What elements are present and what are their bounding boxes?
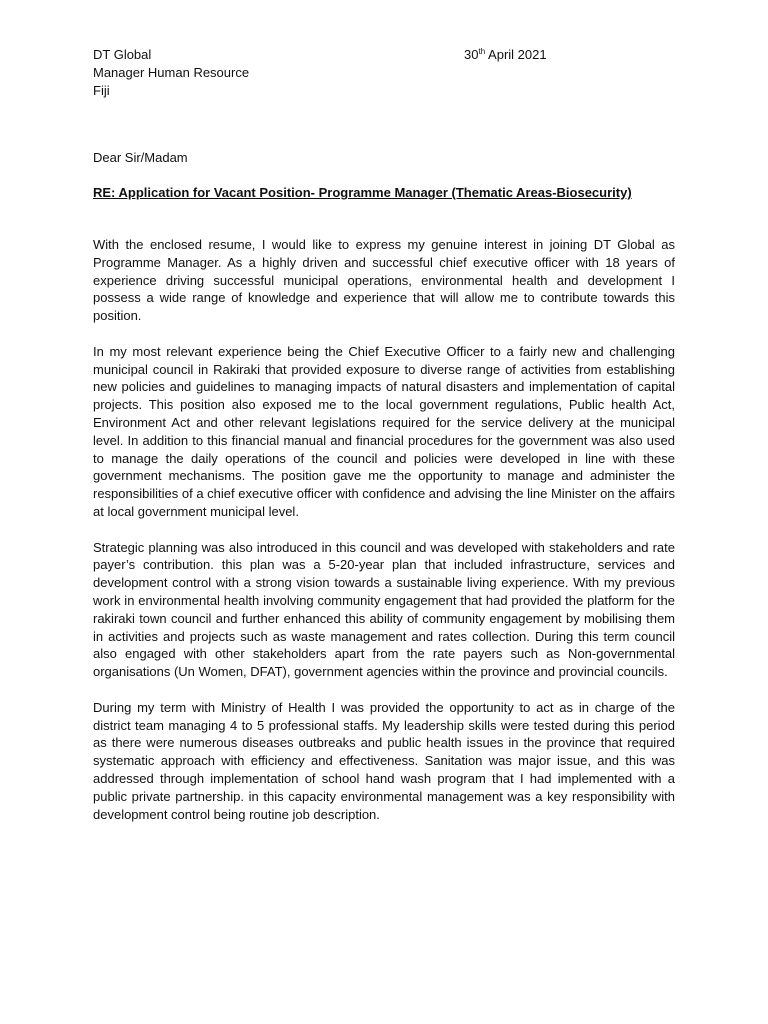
letter-date [464, 46, 547, 64]
recipient-address [93, 46, 675, 100]
date-suffix: th [478, 47, 486, 56]
salutation: Dear Sir/Madam [93, 150, 188, 165]
date-day: 30 [464, 47, 479, 62]
body-paragraph: In my most relevant experience being the Chief Executive Officer to a fairly new and challenging municipal council in Rakiraki that provided exposure to diverse range of activities from establishing new policies and guidelines to managing impacts of natural disasters and implementation of capital projects. This position also exposed me to the local government regulations, Public health Act, Environment Act and other relevant legislations required for the service delivery at the municipal level. In addition to this financial manual and financial procedures for the government was also used to manage the daily operations of the council and policies were developed in line with these government mechanisms. The position gave me the opportunity to manage and administer the responsibilities of a chief executive officer with confidence and advising the line Minister on the affairs at local government municipal level. [93, 343, 675, 519]
recipient-title: Manager Human Resource [93, 65, 250, 80]
recipient-org: DT Global [93, 47, 152, 62]
body-paragraph: During my term with Ministry of Health I was provided the opportunity to act as in charge of the district team managing 4 to 5 professional staffs. My leadership skills were tested during this period as there were numerous diseases outbreaks and public health issues in the province that required systematic approach with efficiency and effectiveness. Sanitation was major issue, and this was addressed through implementation of school hand wash program that I had implemented with a public private partnership. in this capacity environmental management was a key responsibility with development control being routine job description. [93, 699, 675, 822]
body-paragraph: Strategic planning was also introduced in this council and was developed with stakeholders and rate payer’s contribution. this plan was a 5-20-year plan that included infrastructure, services and development control with a strong vision towards a sustainable living experience. With my previous work in environmental health involving community engagement that had provided the platform for the rakiraki town council and further enhanced this ability of community engagement by mobilising them in activities and projects such as waste management and rates collection. During this term council also engaged with other stakeholders apart from the rate payers such as Non-governmental organisations (Un Women, DFAT), government agencies within the province and provincial councils. [93, 539, 675, 680]
body-paragraph: With the enclosed resume, I would like to express my genuine interest in joining DT Global as Programme Manager. As a highly driven and successful chief executive officer with 18 years of experience driving successful municipal operations, environmental health and development I possess a wide range of knowledge and experience that will allow me to contribute towards this position. [93, 237, 675, 324]
recipient-country: Fiji [93, 83, 110, 98]
subject-line: RE: Application for Vacant Position- Programme Manager (Thematic Areas-Biosecurity) [93, 185, 632, 200]
letter-body [93, 236, 675, 841]
date-rest: April 2021 [488, 47, 547, 62]
